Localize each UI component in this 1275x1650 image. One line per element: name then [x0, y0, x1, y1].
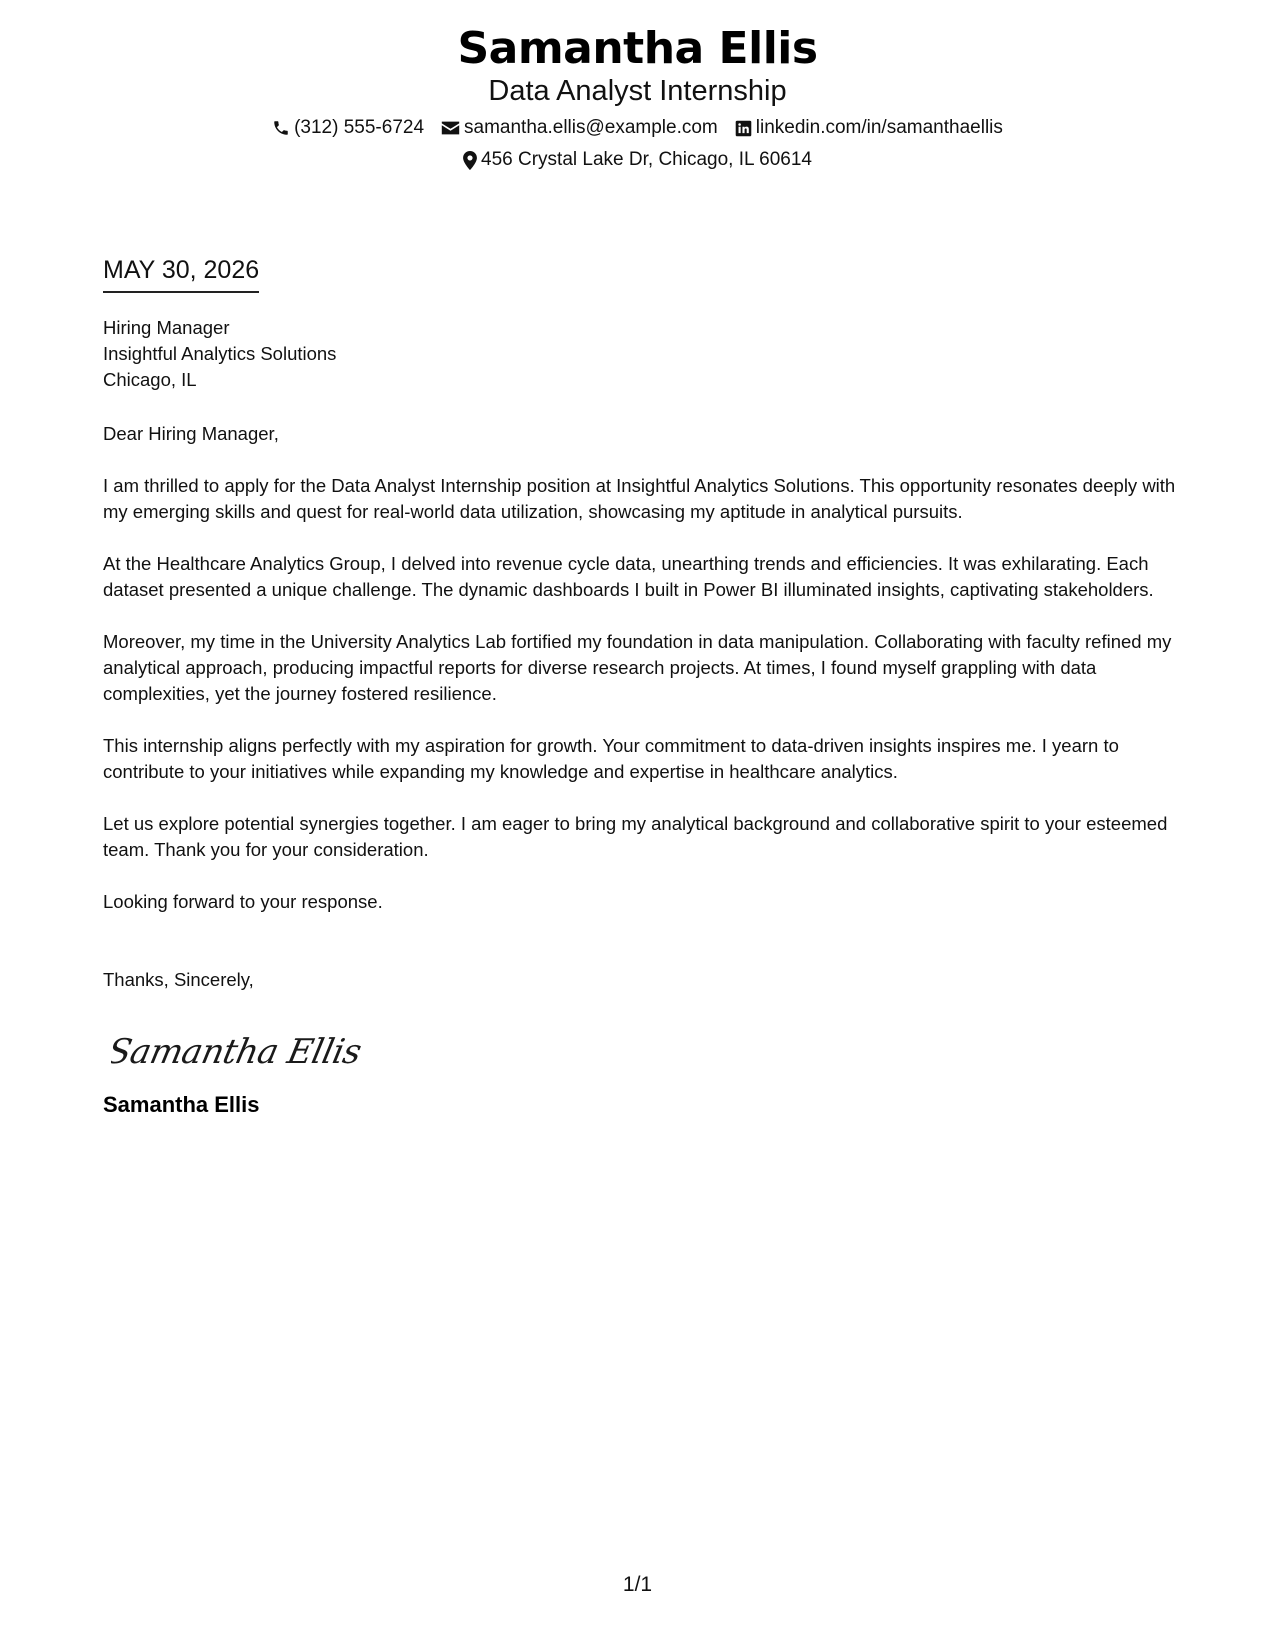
- map-pin-icon: [463, 151, 477, 170]
- page-number: 1/1: [622, 1573, 653, 1596]
- recipient-block: [103, 315, 1183, 393]
- linkedin-text[interactable]: linkedin.com/in/samanthaellis: [755, 117, 1003, 138]
- handwritten-signature: [111, 1019, 1183, 1079]
- signature-text: Samantha Ellis: [111, 1032, 365, 1072]
- contact-row: [0, 116, 1275, 140]
- body-paragraph: Let us explore potential synergies together. I am eager to bring my analytical background and collaborative spirit to your esteemed team. Thank you for your consideration.: [103, 813, 1168, 860]
- applicant-name: Samantha Ellis: [457, 23, 818, 74]
- body-paragraph: Moreover, my time in the University Analytics Lab fortified my foundation in data manipulation. Collaborating with faculty refined my analytical approach, producing impactful reports for diverse research projects. At times, I found myself grappling with data complexities, yet the journey fostered resilience.: [103, 631, 1172, 704]
- contact-linkedin[interactable]: [735, 116, 1003, 140]
- body-paragraph: At the Healthcare Analytics Group, I delved into revenue cycle data, unearthing trends and efficiencies. It was exhilarating. Each dataset presented a unique challenge. The dynamic dashboards I built in Power BI illuminated insights, captivating stakeholders.: [103, 553, 1154, 600]
- signed-name: Samantha Ellis: [103, 1092, 260, 1117]
- contact-address: [463, 148, 812, 172]
- letter-header: [0, 22, 1275, 172]
- recipient-company: Insightful Analytics Solutions: [103, 343, 337, 364]
- letter-date: MAY 30, 2026: [103, 255, 259, 293]
- phone-text: (312) 555-6724: [294, 117, 425, 138]
- closing-line: Looking forward to your response.: [103, 891, 383, 912]
- letter-body: [103, 255, 1183, 1119]
- linkedin-icon: [735, 120, 752, 137]
- job-title: Data Analyst Internship: [488, 75, 787, 107]
- contact-phone: [272, 116, 424, 140]
- recipient-title: Hiring Manager: [103, 317, 230, 338]
- envelope-icon: [441, 120, 460, 136]
- contact-email[interactable]: [441, 116, 718, 140]
- phone-icon: [272, 119, 290, 137]
- address-text: 456 Crystal Lake Dr, Chicago, IL 60614: [481, 149, 812, 170]
- email-text[interactable]: samantha.ellis@example.com: [464, 117, 718, 138]
- address-row: [0, 148, 1275, 172]
- salutation: Dear Hiring Manager,: [103, 423, 279, 444]
- signoff: Thanks, Sincerely,: [103, 969, 254, 990]
- body-paragraph: I am thrilled to apply for the Data Analyst Internship position at Insightful Analytics Solutions. This opportunity resonates deeply with my emerging skills and quest for real-world data utilization, showcasing my aptitude in analytical pursuits.: [103, 475, 1176, 522]
- recipient-location: Chicago, IL: [103, 369, 197, 390]
- body-paragraph: This internship aligns perfectly with my aspiration for growth. Your commitment to data-driven insights inspires me. I yearn to contribute to your initiatives while expanding my knowledge and expertise in healthcare analytics.: [103, 735, 1119, 782]
